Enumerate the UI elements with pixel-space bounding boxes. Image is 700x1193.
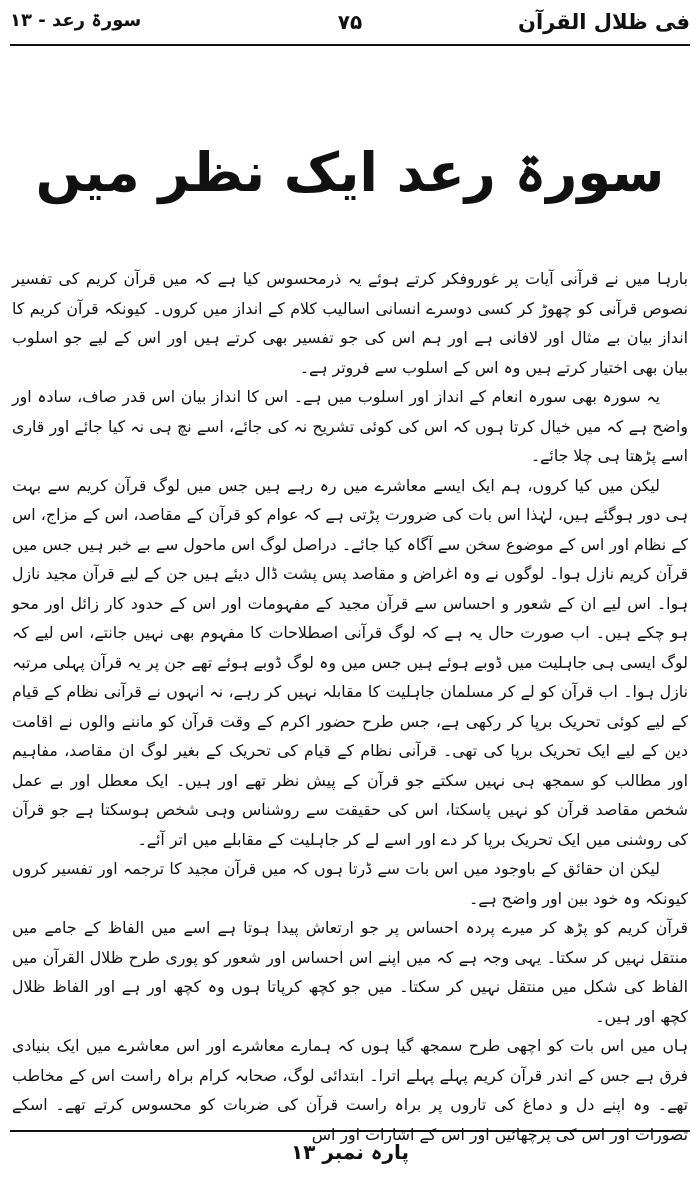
- surah-reference: سورۃ رعد - ۱۳: [10, 10, 142, 31]
- footer-divider: [10, 1130, 690, 1132]
- paragraph: ہاں میں اس بات کو اچھی طرح سمجھ گیا ہوں کہ ہمارے معاشرے اور اس معاشرے میں ایک بنیادی فرق ہے جس کے اندر قرآن کریم پہلے پہلے اترا۔ ابتدائی لوگ، صحابہ کرام براہ راست اس کے مخاطب تھے۔ وہ اپنے دل و دماغ کی تاروں پر براہ راست قرآن کی ضربات کو محسوس کرتے تھے۔ اسکے تصورات اور اس کی پرچھائیں اور اس کے اشارات اور اس: [12, 1036, 688, 1144]
- body-text: [12, 264, 688, 1144]
- book-title: فی ظلال القرآن: [518, 10, 690, 34]
- para-number: پارہ نمبر ۱۳: [290, 1140, 410, 1164]
- paragraph: قرآن کریم کو پڑھ کر میرے پردہ احساس پر جو ارتعاش پیدا ہوتا ہے اسے میں الفاظ کے جامے میں منتقل نہیں کر سکتا۔ یہی وجہ ہے کہ میں اپنے اس احساس اور شعور کو پوری طرح ظلال القرآن میں الفاظ کی شکل میں منتقل نہیں کر سکتا۔ میں جو کچھ کرپاتا ہوں وہ کچھ اور ہے اور الفاظ ظلال کچھ اور ہیں۔: [12, 918, 688, 1026]
- paragraph: یہ سورہ بھی سورہ انعام کے انداز اور اسلوب میں ہے۔ اس کا انداز بیان اس قدر صاف، سادہ اور واضح ہے کہ میں خیال کرتا ہوں کہ اس کی کوئی تشریح نہ کی جائے، اسے نچ ہی نہ کیا جائے اور قاری اسے پڑھتا ہی چلا جائے۔: [12, 387, 688, 465]
- paragraph: لیکن میں کیا کروں، ہم ایک ایسے معاشرے میں رہ رہے ہیں جس میں لوگ قرآن کریم سے بہت ہی دور ہوگئے ہیں، لہٰذا اس بات کی ضرورت پڑتی ہے کہ عوام کو قرآن کے مقاصد، اس کے مزاج، اس کے نظام اور اس کے موضوع سخن سے آگاہ کیا جائے۔ دراصل لوگ اس ماحول سے بے خبر ہیں جس میں قرآن کریم نازل ہوا۔ لوگوں نے وہ اغراض و مقاصد پس پشت ڈال دیئے ہیں جن کے لیے قرآن مجید نازل ہوا۔ اس لیے ان کے شعور و احساس سے قرآن مجید کے مفہومات اور اس کے حدود کار زائل اور محو ہو چکے ہیں۔ اب صورت حال یہ ہے کہ لوگ قرآنی اصطلاحات کا مفہوم بھی نہیں جانتے، اس لیے کہ لوگ ایسی ہی جاہلیت میں ڈوبے ہوئے ہیں جس میں وہ لوگ ڈوبے ہوئے تھے جن پر یہ قرآن پہلی مرتبہ نازل ہوا۔ اب قرآن کو لے کر مسلمان جاہلیت کا مقابلہ نہیں کر رہے، نہ انہوں نے قرآنی نظام کے قیام کے لیے کوئی تحریک برپا کر رکھی ہے، جس طرح حضور اکرم کے وقت قرآن کو ماننے والوں نے اقامت دین کے لیے ایک تحریک برپا کی تھی۔ قرآنی نظام کے قیام کی تحریک کے بغیر لوگ ان مقاصد، مفاہیم اور مطالب کو سمجھ ہی نہیں سکتے جو قرآن کے پیش نظر تھے اور ہیں۔ ایک معطل اور بے عمل شخص مقاصد قرآن کو نہیں پاسکتا، اس کی حقیقت سے روشناس وہی شخص ہوسکتا ہے جو قرآن کی روشنی میں ایک تحریک برپا کر دے اور اسے لے کر جاہلیت کے مقابلے میں اتر آئے۔: [12, 475, 688, 849]
- header-divider: [10, 44, 690, 46]
- paragraph: بارہا میں نے قرآنی آیات پر غوروفکر کرتے ہوئے یہ ذرمحسوس کیا ہے کہ میں قرآن کریم کی تفسیر نصوص قرآنی کو چھوڑ کر کسی دوسرے انسانی اسالیب کلام کے انداز میں کروں۔ کیونکہ قرآن کریم کا انداز بیان بے مثال اور لافانی ہے اور ہم اس کی جو تفسیر بھی کرتے ہیں اور اس کے لیے جو اسلوب بیان بھی اختیار کرتے ہیں وہ اس کے اسلوب سے فروتر ہے۔: [12, 269, 688, 377]
- chapter-title: سورۃ رعد ایک نظر میں: [35, 141, 665, 204]
- running-header: [10, 6, 690, 42]
- paragraph: لیکن ان حقائق کے باوجود میں اس بات سے ڈرتا ہوں کہ میں قرآن مجید کا ترجمہ اور تفسیر کروں کیونکہ وہ خود بین اور واضح ہے۔: [12, 859, 688, 908]
- page-number: ۷۵: [337, 10, 363, 34]
